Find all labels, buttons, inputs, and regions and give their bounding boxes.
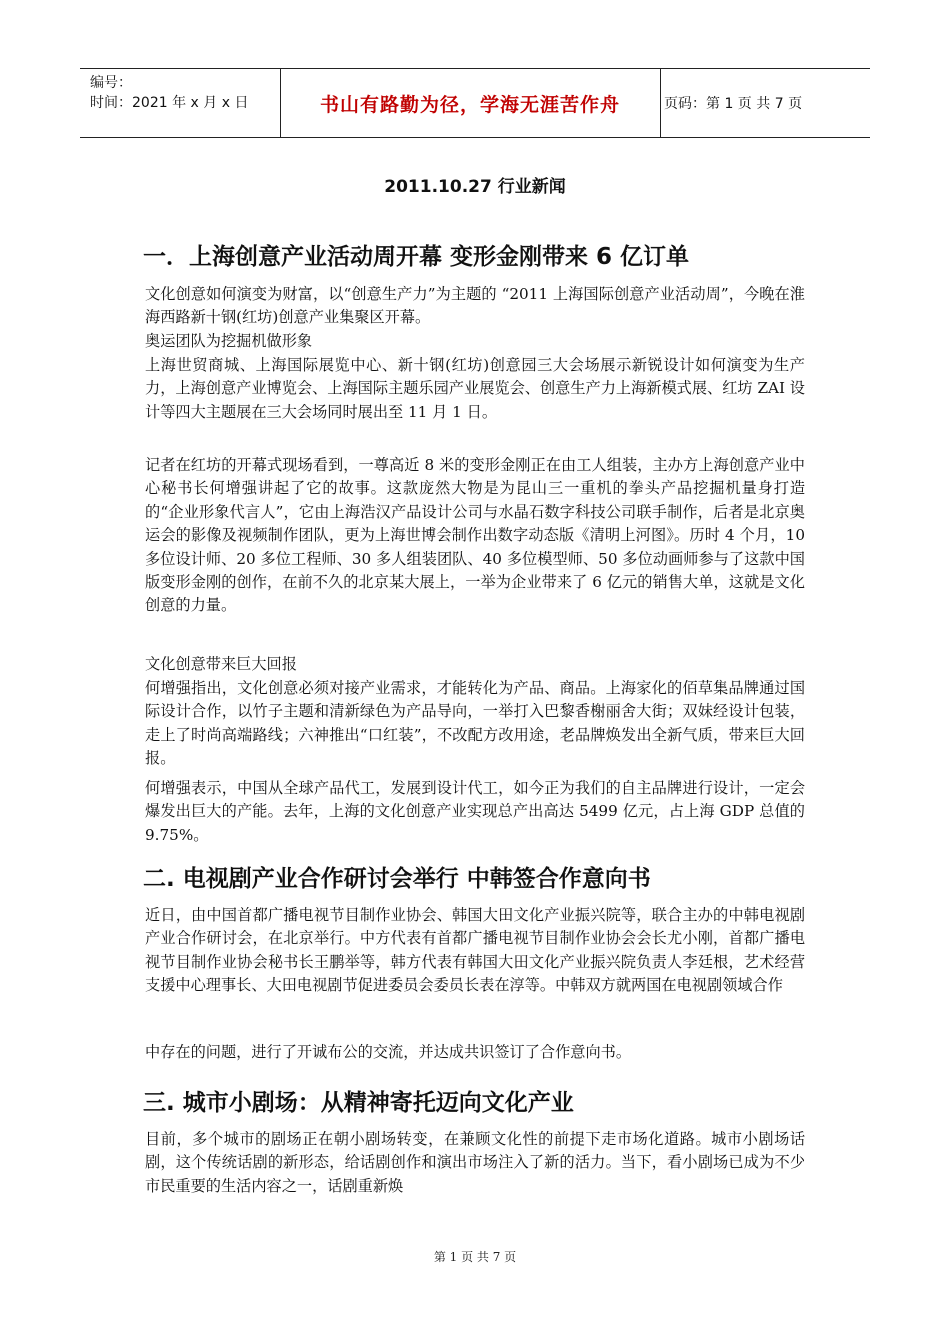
paragraph: 何增强指出，文化创意必须对接产业需求，才能转化为产品、商品。上海家化的佰草集品牌通过国际设计合作，以竹子主题和清新绿色为产品导向，一举打入巴黎香榭丽舍大街；双妹经设计包装，走上了时尚高端路线；六神推出“口红装”，不改配方改用途，老品牌焕发出全新气质，带来巨大回报。 [145,679,805,768]
paragraph: 近日，由中国首都广播电视节目制作业协会、韩国大田文化产业振兴院等，联合主办的中韩电视剧产业合作研讨会，在北京举行。中方代表有首都广播电视节目制作业协会会长尤小刚，首都广播电视节目制作业协会秘书长王鹏举等，韩方代表有韩国大田文化产业振兴院负责人李廷根，艺术经营支援中心理事长、大田电视剧节促进委员会委员长表在淳等。中韩双方就两国在电视剧领域合作 [145,906,805,995]
page-footer: 第 1 页 共 7 页 [433,1250,517,1264]
paragraph: 奥运团队为挖掘机做形象 [145,332,313,350]
section-heading-3: 三. 城市小剧场：从精神寄托迈向文化产业 [143,1090,574,1116]
section-heading-2: 二. 电视剧产业合作研讨会举行 中韩签合作意向书 [143,866,651,892]
paragraph: 目前，多个城市的剧场正在朝小剧场转变，在兼顾文化性的前提下走市场化道路。城市小剧场话剧，这个传统话剧的新形态，给话剧创作和演出市场注入了新的活力。当下，看小剧场已成为不少市民重要的生活内容之一，话剧重新焕 [145,1130,805,1195]
header-page-info: 页码：第 1 页 共 7 页 [664,96,803,112]
doc-number-label: 编号： [90,75,132,91]
header-motto: 书山有路勤为径，学海无涯苦作舟 [319,93,620,116]
paragraph: 文化创意如何演变为财富，以“创意生产力”为主题的 “2011 上海国际创意产业活动周”，今晚在淮海西路新十钢(红坊)创意产业集聚区开幕。 [145,285,805,327]
doc-date: 时间：2021 年 x 月 x 日 [90,95,249,111]
header-meta [90,73,248,113]
section-heading-1: 一．上海创意产业活动周开幕 变形金刚带来 6 亿订单 [143,244,690,270]
paragraph: 文化创意带来巨大回报 [145,655,297,673]
paragraph: 何增强表示，中国从全球产品代工，发展到设计代工，如今正为我们的自主品牌进行设计，一定会爆发出巨大的产能。去年，上海的文化创意产业实现总产出高达 5499 亿元，占上海 GDP 总值的 9.75%。 [145,779,805,844]
paragraph: 中存在的问题，进行了开诚布公的交流，并达成共识签订了合作意向书。 [145,1043,631,1061]
paragraph: 上海世贸商城、上海国际展览中心、新十钢(红坊)创意园三大会场展示新锐设计如何演变为生产力，上海创意产业博览会、上海国际主题乐园产业展览会、创意生产力上海新模式展、红坊 ZAI 设计等四大主题展在三大会场同时展出至 11 月 1 日。 [145,356,805,421]
paragraph: 记者在红坊的开幕式现场看到，一尊高近 8 米的变形金刚正在由工人组装，主办方上海创意产业中心秘书长何增强讲起了它的故事。这款庞然大物是为昆山三一重机的拳头产品挖掘机量身打造的“企业形象代言人”，它由上海浩汉产品设计公司与水晶石数字科技公司联手制作，后者是北京奥运会的影像及视频制作团队，更为上海世博会制作出数字动态版《清明上河图》。历时 4 个月，10 多位设计师、20 多位工程师、30 多人组装团队、40 多位模型师、50 多位动画师参与了这款中国版变形金刚的创作，在前不久的北京某大展上，一举为企业带来了 6 亿元的销售大单，这就是文化创意的力量。 [145,456,805,615]
header-divider [660,69,661,137]
document-title: 2011.10.27 行业新闻 [384,177,566,197]
page-header [80,68,870,138]
